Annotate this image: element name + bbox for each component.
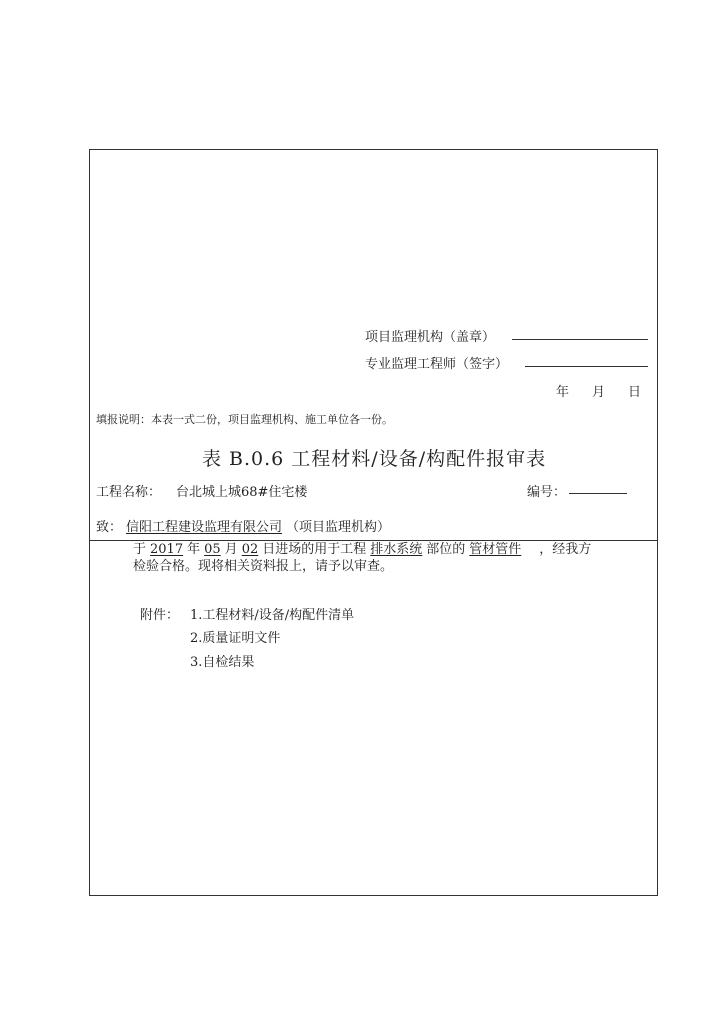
recipient-name: 信阳工程建设监理有限公司 <box>126 520 283 535</box>
fill-note: 填报说明：本表一式二份，项目监理机构、施工单位各一份。 <box>96 413 393 426</box>
text-segment: ，经我方 <box>539 542 592 557</box>
number-blank <box>569 481 627 494</box>
project-name-label: 工程名称： <box>96 485 162 500</box>
body-line-2: 检验合格。现将相关资料报上，请予以审查。 <box>133 559 394 574</box>
attachments-label: 附件： <box>140 608 180 623</box>
date-day-label: 日 <box>628 385 642 400</box>
project-name-value: 台北城上城68#住宅楼 <box>176 485 308 500</box>
entry-year: 2017 <box>150 542 184 557</box>
date-month-label: 月 <box>592 385 606 400</box>
entry-day: 02 <box>241 542 259 557</box>
text-segment: 月 <box>224 542 238 557</box>
form-title: 表 B.0.6 工程材料/设备/构配件报审表 <box>202 448 547 470</box>
form-frame-lower <box>89 540 658 896</box>
text-segment: 年 <box>187 542 201 557</box>
recipient-suffix: （项目监理机构） <box>286 520 391 535</box>
to-prefix: 致： <box>96 520 123 535</box>
org-seal-blank <box>512 327 648 340</box>
material-name: 管材管件 <box>469 542 522 557</box>
project-part: 排水系统 <box>370 542 423 557</box>
attachment-item: 2.质量证明文件 <box>190 631 281 646</box>
attachment-item: 1.工程材料/设备/构配件清单 <box>190 608 355 623</box>
text-segment: 日进场的用于工程 <box>262 542 367 557</box>
engineer-sign-blank <box>525 354 648 367</box>
number-label: 编号： <box>527 485 567 500</box>
addressee-line <box>96 516 390 535</box>
entry-month: 05 <box>204 542 221 557</box>
attachment-item: 3.自检结果 <box>190 655 255 670</box>
engineer-sign-label: 专业监理工程师（签字） <box>365 357 509 372</box>
text-segment: 部位的 <box>426 542 466 557</box>
date-year-label: 年 <box>556 385 570 400</box>
text-segment: 于 <box>133 542 147 557</box>
org-seal-label: 项目监理机构（盖章） <box>365 330 496 345</box>
